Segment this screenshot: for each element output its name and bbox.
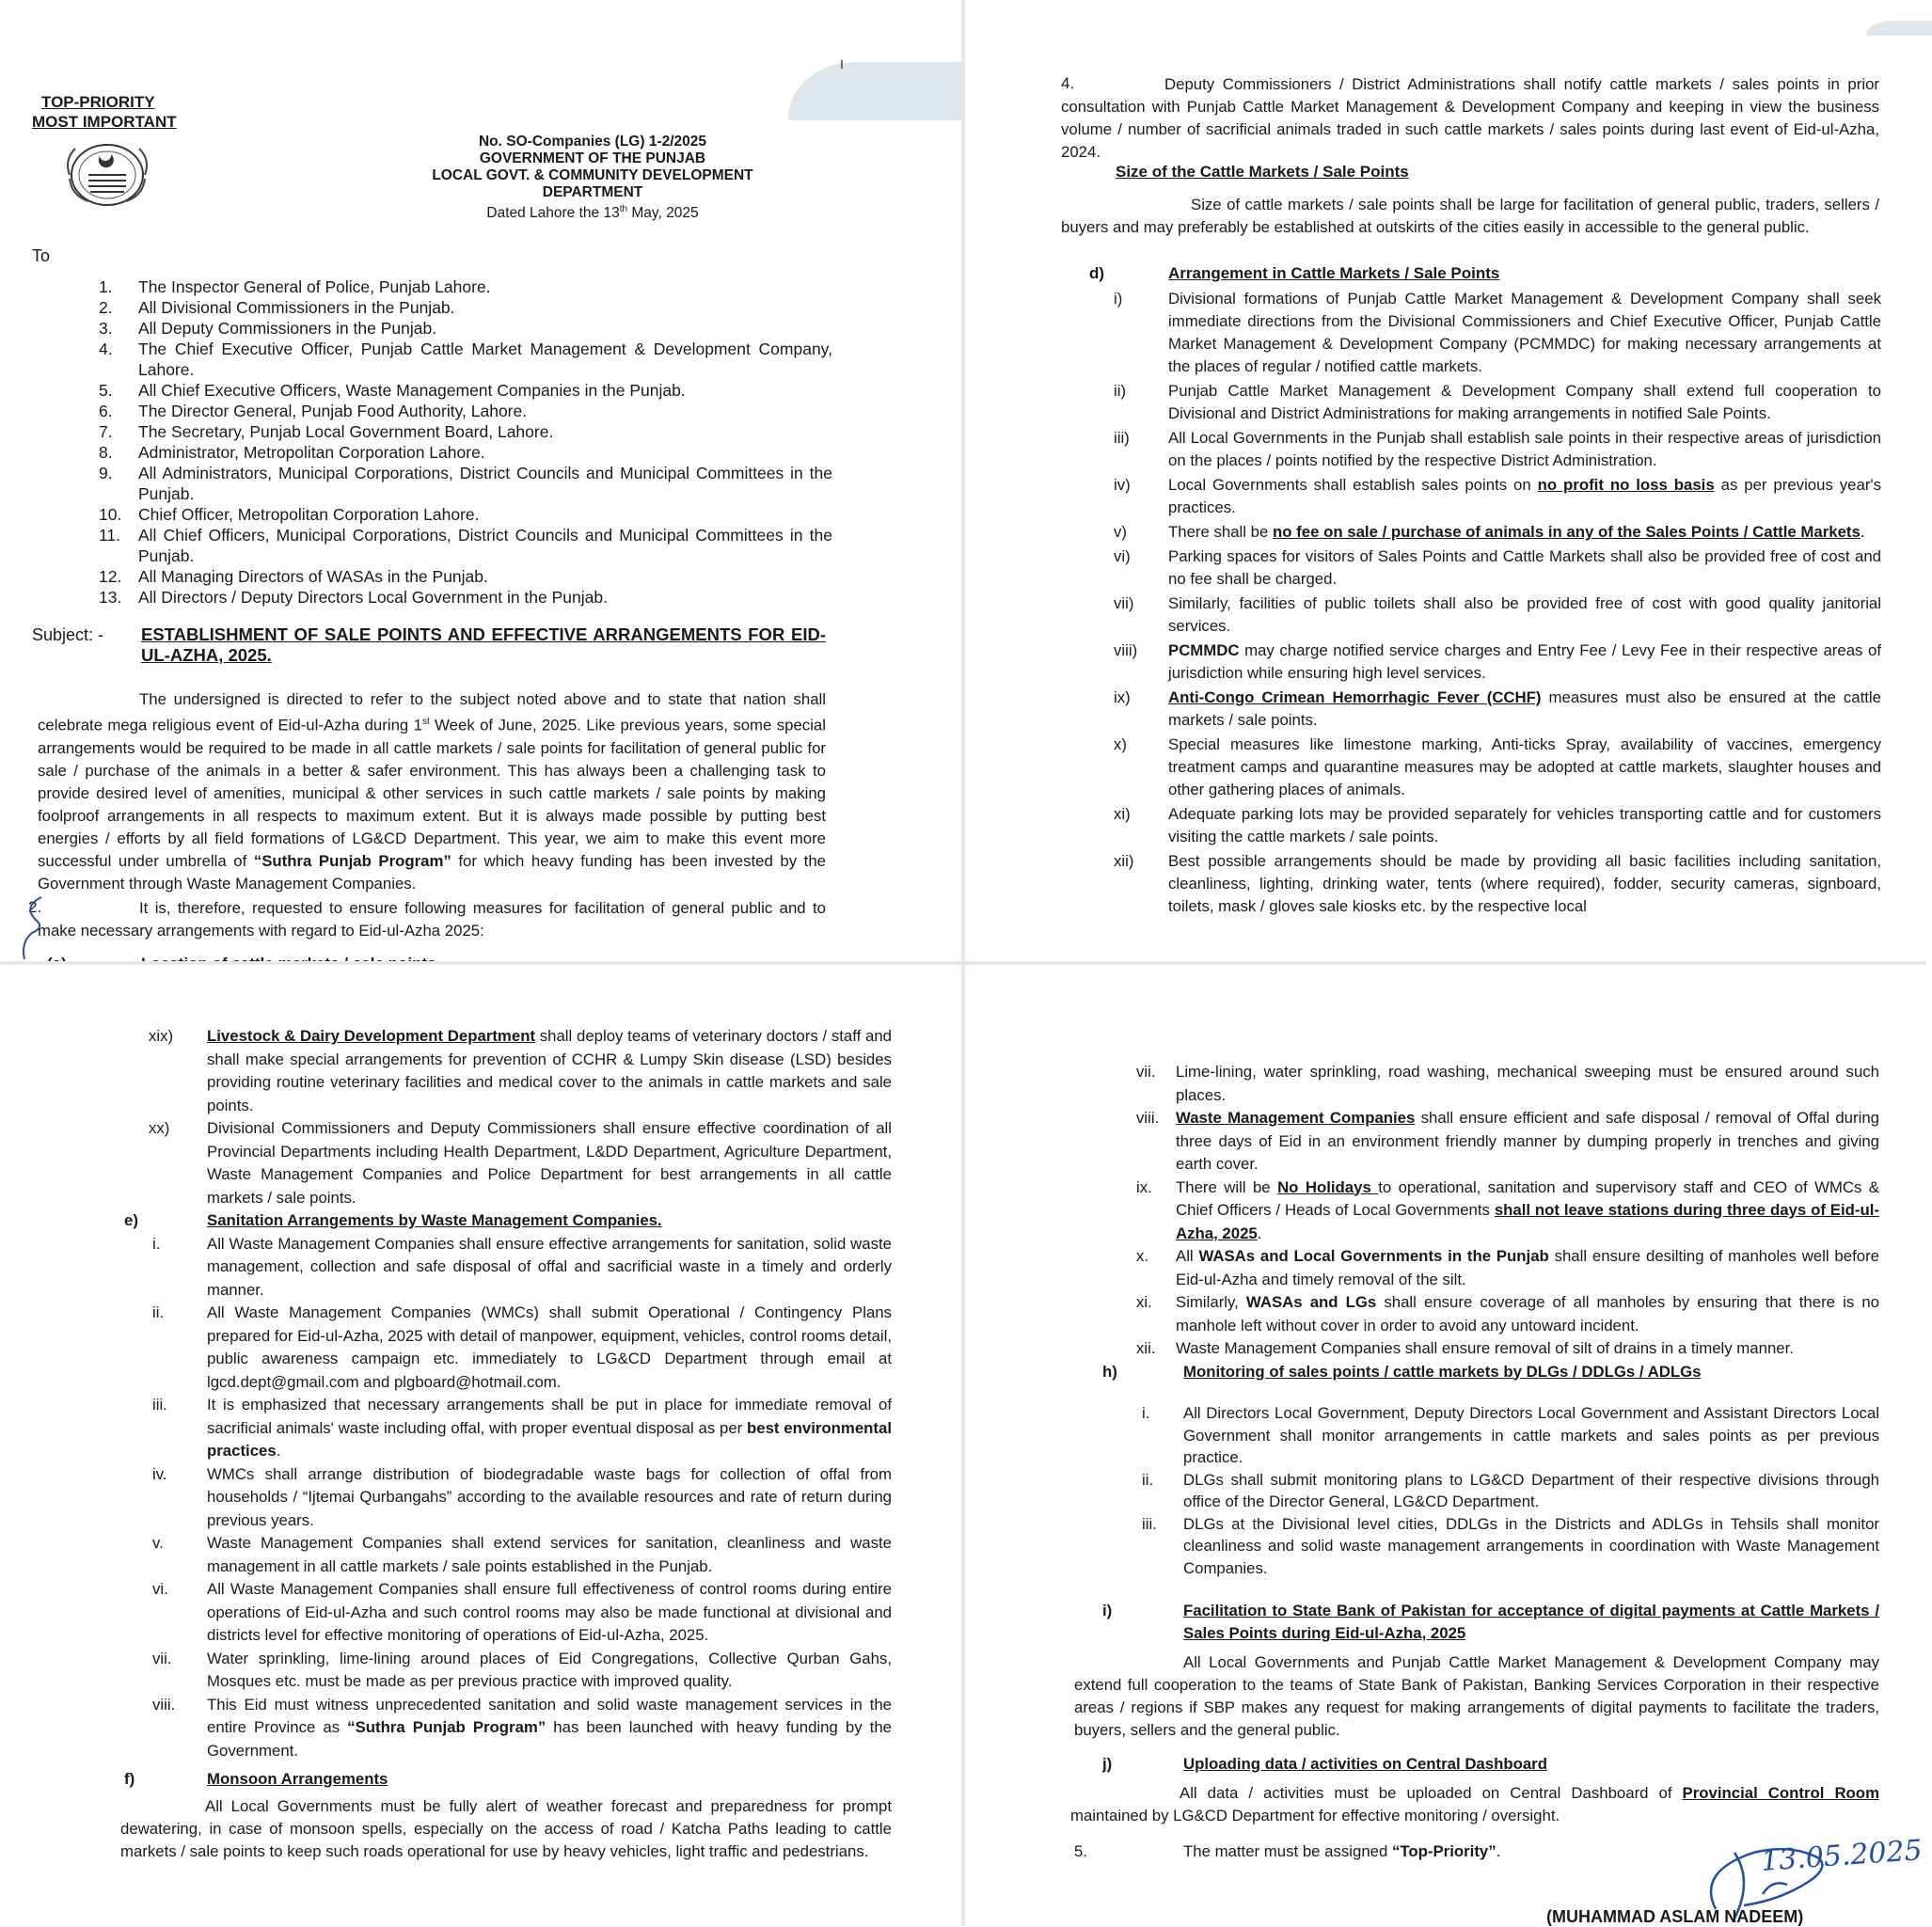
addressee-text: The Inspector General of Police, Punjab Lahore. [138,277,491,296]
addressee-item [99,566,832,587]
priority-label: TOP-PRIORITY [41,93,155,111]
list-item [1123,1513,1879,1580]
list-item [1114,640,1881,685]
item-text: No Holidays [1277,1177,1379,1196]
list-item [1102,1753,1879,1777]
monsoon-paragraph: All Local Governments must be fully alert of weather forecast and preparedness for prompt dewatering, in case of monsoon spells, especially on the access of road / Katcha Paths leading to cattle markets / sale points to keep such roads operational for use by heavy vehicles, light traffic and pedestrians. [120,1796,892,1860]
punjab-seal-icon [53,137,162,211]
list-item [122,1117,892,1209]
item-text: WASAs and Local Governments in the Punjab [1198,1247,1549,1265]
department-name-cont: DEPARTMENT [542,184,643,200]
item-number: 10. [99,505,122,524]
item-text: Special measures like limestone marking, Anti-ticks Spray, availability of vaccines, emergency treatment camps and quarantine measures may be adopted at cattle markets, slaughter houses and other gathering places of animals. [1168,735,1881,798]
item-text: It is emphasized that necessary arrangements shall be put in place for immediate removal of sacrificial animals' waste including offal, with proper eventual disposal as per [207,1396,892,1437]
list-item [1114,592,1881,638]
item-text: All Waste Management Companies shall ensure full effectiveness of control rooms during entire operations of Eid-ul-Azha and such control rooms may also be made functional at divisional and districts level for effective monitoring of operations of Eid-ul-Azha, 2025. [207,1580,892,1644]
item-number: 5. [99,381,113,400]
item-number: e) [124,1211,138,1229]
addressee-item [99,297,832,318]
item-text: All Waste Management Companies shall ensure effective arrangements for sanitation, solid waste management, collection and safe disposal of offal and sacrificial waste in a timely and orderly manner. [207,1234,892,1299]
page-3 [0,963,963,1926]
page-2 [963,0,1926,963]
item-number: 2. [99,298,113,317]
item-number: ix) [1114,688,1131,706]
paragraph-text: maintained by LG&CD Department for effective monitoring / oversight. [1070,1806,1560,1824]
addressee-text: All Chief Executive Officers, Waste Management Companies in the Punjab. [138,381,686,400]
item-number: xi. [1136,1293,1152,1311]
list-item [1114,850,1881,918]
addressee-text: All Chief Officers, Municipal Corporations, District Councils and Municipal Committees in the Punjab. [138,526,832,565]
item-number: viii. [152,1695,176,1714]
signature-date: 13.05.2025 [1759,1834,1924,1878]
item-number: x) [1114,735,1127,753]
section-d-heading: Arrangement in Cattle Markets / Sale Points [1168,264,1500,282]
item-number: x. [1136,1247,1149,1265]
item-number: viii. [1136,1109,1160,1127]
list-item [1123,1337,1879,1361]
item-number: i. [152,1234,161,1253]
list-item [1114,380,1881,425]
item-number: iii) [1114,429,1130,447]
paragraph-2-number: 2. [28,898,42,916]
list-item [1114,734,1881,801]
list-item [122,1648,892,1694]
item-number: v) [1114,523,1127,541]
item-number: 12. [99,567,122,586]
item-text: Similarly, [1176,1293,1246,1311]
item-text: Lime-lining, water sprinkling, road washing, mechanical sweeping must be ensured around such places. [1176,1063,1879,1104]
list-item [1123,1107,1879,1177]
item-text: WMCs shall arrange distribution of biodegradable waste bags for collection of offal from households / “Ijtemai Qurbangahs” according to the available resources and rate of return during previous years. [207,1464,892,1529]
page-mark: I [840,56,844,71]
item-text: There shall be [1168,523,1274,541]
item-number: i. [1142,1404,1150,1422]
item-text: “Top-Priority” [1392,1841,1497,1860]
item-number: 1. [99,277,113,296]
item-number: ii. [1142,1470,1154,1489]
list-item [1114,521,1881,544]
list-item [122,1233,892,1303]
list-item [1102,1361,1879,1384]
addressee-text: All Managing Directors of WASAs in the Punjab. [138,567,488,586]
page-4-body [1070,1061,1880,1863]
list-item [122,1532,892,1578]
item-number: ii) [1114,382,1127,400]
addressee-text: All Divisional Commissioners in the Punjab. [138,298,455,317]
government-name: GOVERNMENT OF THE PUNJAB [479,150,706,166]
list-item [1123,1061,1879,1107]
addressee-text: All Directors / Deputy Directors Local Government in the Punjab. [138,588,608,607]
item-number: viii) [1114,641,1138,659]
pen-mark-icon [13,893,51,963]
item-number: ii. [152,1303,165,1321]
item-number: 3. [99,319,113,338]
addressee-item [99,401,832,421]
item-text: Best possible arrangements should be made by providing all basic facilities including sanitation, cleanliness, lighting, drinking water, tents (where required), fodder, security cameras, signboard, toilets, mask / gloves sale kiosks etc. by the respective local [1168,852,1881,915]
list-item [122,1025,892,1117]
item-number: f) [124,1770,135,1788]
addressee-item [99,339,832,380]
department-name: LOCAL GOVT. & COMMUNITY DEVELOPMENT [432,167,753,183]
addressee-text: The Secretary, Punjab Local Government Board, Lahore. [138,422,554,441]
addressee-item [99,318,832,339]
item-text: no fee on sale / purchase of animals in any of the Sales Points / Cattle Markets [1273,523,1861,541]
addressee-list [99,276,832,608]
item-number: xix) [149,1027,174,1045]
item-number: vi) [1114,547,1131,565]
item-number: iii. [1142,1514,1157,1533]
importance-label: MOST IMPORTANT [32,113,177,131]
list-item [1123,1291,1879,1337]
list-item [122,1768,892,1792]
item-text: This Eid must witness unprecedented sanitation and solid waste management services in the entire Province as [207,1695,892,1736]
item-number: iv. [152,1464,167,1483]
item-number: 9. [99,464,113,482]
addressee-text: All Deputy Commissioners in the Punjab. [138,319,437,338]
size-heading: Size of the Cattle Markets / Sale Points [1116,163,1409,181]
item-number: ix. [1136,1177,1152,1196]
item-number: j) [1102,1755,1113,1773]
item-text: Waste Management Companies [1176,1109,1416,1127]
item-number: 6. [99,402,113,420]
item-number: i) [1102,1602,1113,1619]
addressee-text: Administrator, Metropolitan Corporation Lahore. [138,443,485,462]
item-text: Monitoring of sales points / cattle markets by DLGs / DDLGs / ADLGs [1183,1362,1702,1381]
item-text: Water sprinkling, lime-lining around places of Eid Congregations, Collective Qurban Gahs, Mosques etc. must be made as per previous practice with improved quality. [207,1649,892,1690]
list-item [1123,1245,1879,1291]
item-text: Similarly, facilities of public toilets shall also be provided free of cost with good quality janitorial services. [1168,594,1881,635]
item-number: vii. [152,1649,172,1667]
list-item [1114,687,1881,732]
addressee-item [99,442,832,463]
list-item [122,1694,892,1763]
item-text: . [276,1442,281,1460]
letterhead [376,134,809,222]
item-text: Waste Management Companies shall extend services for sanitation, cleanliness and waste management in all cattle markets / sale points established in the Punjab. [207,1534,892,1575]
item-number: vi. [152,1580,168,1598]
item-number: 5. [1074,1841,1087,1860]
item-text: Divisional formations of Punjab Cattle Market Management & Development Company shall seek immediate directions from the Divisional Commissioners and Chief Executive Officer, Punjab Cattle Market Management & Development Company (PCMMDC) for making necessary arrangements at the places of regular / notified cattle markets. [1168,290,1881,375]
item-number: 11. [99,526,121,545]
item-text: Parking spaces for visitors of Sales Points and Cattle Markets shall also be provided free of cost and no fee shall be charged. [1168,547,1881,588]
item-4-number: 4. [1061,74,1075,92]
item-text: shall ensure coverage of all manholes by ensuring that there is no manhole left without cover in order to avoid any untoward incident. [1176,1293,1879,1335]
item-text: to operational, sanitation and supervisory staff and CEO of WMCs & Chief Officers / Heads of Local Governments [1176,1177,1880,1219]
item-number: 4. [99,340,113,358]
addressee-item [99,463,832,504]
item-number: iv) [1114,476,1131,494]
item-text: shall deploy teams of veterinary doctors / staff and shall make special arrangements for prevention of CCHR & Lumpy Skin disease (LSD) besides providing routine veterinary facilities and medical cover to the animals in cattle markets and sale points. [207,1027,892,1114]
item-text: There will be [1176,1177,1278,1196]
item-text: Anti-Congo Crimean Hemorrhagic Fever (CCHF) [1168,688,1542,706]
item-number: v. [152,1534,164,1552]
item-text: DLGs at the Divisional level cities, DDLGs in the Districts and ADLGs in Tehsils shall monitor cleanliness and solid waste management arrangements in coordination with Waste Management Companies. [1183,1514,1879,1577]
to-label: To [32,246,51,265]
item-text: . [1860,523,1865,541]
addressee-item [99,587,832,608]
item-text: All Local Governments in the Punjab shall establish sale points in their respective areas of jurisdiction on the places / points notified by the respective District Administration. [1168,429,1881,469]
subject-text: ESTABLISHMENT OF SALE POINTS AND EFFECTIVE ARRANGEMENTS FOR EID-UL-AZHA, 2025. [141,624,826,665]
page-4 [963,963,1926,1926]
email-link[interactable]: plgboard@hotmail.com [393,1372,557,1391]
list-item [122,1463,892,1533]
item-text: Monsoon Arrangements [207,1770,388,1788]
list-item [1114,288,1881,378]
section-d-number: d) [1089,264,1105,282]
list-item [1102,1600,1879,1644]
list-item [1114,474,1881,519]
panel-divider-horizontal [0,961,1926,965]
item-text: The matter must be assigned [1183,1841,1392,1860]
item-number: xi) [1114,805,1131,823]
list-item [1114,427,1881,472]
page-3-body [122,1025,892,1863]
item-text: Facilitation to State Bank of Pakistan for acceptance of digital payments at Cattle Markets / Sales Points during Eid-ul-Azha, 2025 [1183,1602,1879,1642]
item-text: “Suthra Punjab Program” [347,1718,546,1736]
item-text: has been launched with heavy funding by the Government. [207,1718,892,1760]
item-text: shall not leave stations during three days of Eid-ul-Azha, 2025 [1176,1201,1879,1242]
digital-payments-paragraph: All Local Governments and Punjab Cattle Market Management & Development Company may extend full cooperation to the teams of State Bank of Pakistan, Banking Services Corporation in their respective areas / regions if SBP makes any request for making arrangements of digital payments to facilitate the traders, buyers, sellers and the general public. [1074,1653,1879,1739]
item-text: Uploading data / activities on Central Dashboard [1183,1755,1547,1773]
item-text: Divisional Commissioners and Deputy Commissioners shall ensure effective coordination of all Provincial Departments including Health Department, L&DD Department, Agriculture Department, Waste Management Companies and Police Department for best arrangements in all cattle markets / sale points. [207,1119,892,1207]
list-item [122,1578,892,1648]
subject-label: Subject: - [32,625,104,644]
paragraph-1: The undersigned is directed to refer to the subject noted above and to state that nation shall celebrate mega religious event of Eid-ul-Azha during 1st Week of June, 2025. Like previous years, some special arrangements would be required to be made in all cattle markets / sale points for facilitation of general public for sale / purchase of the animals in a better & safer environment. This has always been a challenging task to provide desired level of amenities, municipal & other services in such cattle markets / sale points by making foolproof arrangements in all respects to maximum extent. But it is always made possible by putting best energies / efforts by all field formations of LG&CD Department. This year, we aim to make this event more successful under umbrella of “Suthra Punjab Program” for which heavy funding has been invested by the Government through Waste Management Companies. [38,690,827,892]
item-text: Sanitation Arrangements by Waste Management Companies. [207,1211,662,1229]
item-text: as per previous year's practices. [1168,476,1882,516]
item-text: PCMMDC [1168,641,1240,659]
item-text: and [358,1372,394,1391]
addressee-item [99,380,832,401]
list-item [1123,1469,1879,1513]
page-tab-shape [788,62,976,120]
page-1 [0,0,963,963]
dated-line: Dated Lahore the 13th May, 2025 [486,204,699,222]
addressee-item [99,276,832,297]
item-text: Adequate parking lots may be provided separately for vehicles transporting cattle and for customers visiting the cattle markets / sale points. [1168,805,1881,845]
item-text: shall ensure efficient and safe disposal / removal of Offal during three days of Eid in an environment friendly manner by dumping properly in trenches and giving earth cover. [1176,1109,1879,1173]
item-number: xx) [149,1119,170,1137]
addressee-text: Chief Officer, Metropolitan Corporation Lahore. [138,505,480,524]
item-number: 8. [99,443,113,462]
item-number: vii) [1114,594,1134,612]
item-text: All Directors Local Government, Deputy Directors Local Government and Assistant Directors Local Government shall monitor arrangements in cattle markets and sales points as per previous practice. [1183,1404,1879,1466]
item-text: All [1176,1247,1199,1265]
paragraph-text: Provincial Control Room [1682,1783,1879,1802]
item-text: no profit no loss basis [1537,476,1715,494]
addressee-text: The Director General, Punjab Food Authority, Lahore. [138,402,528,420]
paragraph-text: All data / activities must be uploaded on Central Dashboard of [1180,1783,1683,1802]
item-text: . [1257,1224,1262,1242]
list-item [122,1394,892,1463]
list-item [122,1209,892,1233]
addressee-item [99,421,832,442]
item-number: vii. [1136,1063,1156,1081]
item-number: xii) [1114,852,1134,870]
signatory-name: (MUHAMMAD ASLAM NADEEM) [1546,1907,1804,1926]
item-text: Waste Management Companies shall ensure removal of silt of drains in a timely manner. [1176,1339,1794,1357]
size-paragraph: Size of cattle markets / sale points shall be large for facilitation of general public, traders, sellers / buyers and may preferably be established at outskirts of the cities easily in accessible to the general public. [1061,196,1879,236]
item-number: h) [1102,1362,1117,1381]
addressee-item [99,525,832,566]
reference-number: No. SO-Companies (LG) 1-2/2025 [478,134,707,150]
list-item [1114,803,1881,848]
item-text: . [556,1372,562,1391]
paragraph-2: It is, therefore, requested to ensure following measures for facilitation of general public and to make necessary arrangements with regard to Eid-ul-Azha 2025: [38,899,826,940]
addressee-item [99,504,832,525]
list-item [1114,545,1881,591]
item-number: i) [1114,290,1123,308]
item-text: All Waste Management Companies (WMCs) shall submit Operational / Contingency Plans prepared for Eid-ul-Azha, 2025 with detail of manpower, equipment, vehicles, control rooms detail, public awareness campaign etc. immediately to LG&CD Department through email at [207,1303,892,1367]
item-text: WASAs and LGs [1245,1293,1377,1311]
item-text: measures must also be ensured at the cattle markets / sale points. [1168,688,1881,729]
list-item [122,1302,892,1394]
item-text: . [1496,1841,1501,1860]
item-text: shall ensure desilting of manholes well before Eid-ul-Azha and timely removal of the silt. [1176,1247,1879,1288]
item-text: DLGs shall submit monitoring plans to LG&CD Department of their respective divisions through office of the Director General, LG&CD Department. [1183,1470,1879,1510]
item-text: Punjab Cattle Market Management & Development Company shall extend full cooperation to Divisional and District Administrations for making arrangements in notified Sale Points. [1168,382,1881,422]
email-link[interactable]: lgcd.dept@gmail.com [207,1372,359,1391]
item-text: Local Governments shall establish sales points on [1168,476,1538,494]
list-item [1123,1402,1879,1469]
list-item [1123,1177,1879,1246]
item-text: may charge notified service charges and Entry Fee / Levy Fee in their respective areas of jurisdiction while ensuring high level services. [1168,641,1881,682]
item-number: iii. [152,1396,167,1414]
item-number: xii. [1136,1339,1156,1357]
item-number: 7. [99,422,113,441]
item-4-text: Deputy Commissioners / District Administrations shall notify cattle markets / sales points in prior consultation with Punjab Cattle Market Management & Development Company and keeping in view the business volume / number of sacrificial animals traded in such cattle markets / sales points during last event of Eid-ul-Azha, 2024. [1061,75,1879,161]
section-d-list [1114,288,1881,920]
item-number: 13. [99,588,122,607]
page-tab-shape [1866,21,1932,36]
item-text: best environmental practices [207,1418,892,1460]
addressee-text: The Chief Executive Officer, Punjab Cattle Market Management & Development Company, Lahore. [138,340,832,379]
item-text: Livestock & Dairy Development Department [207,1027,536,1045]
addressee-text: All Administrators, Municipal Corporations, District Councils and Municipal Committees in the Punjab. [138,464,832,503]
